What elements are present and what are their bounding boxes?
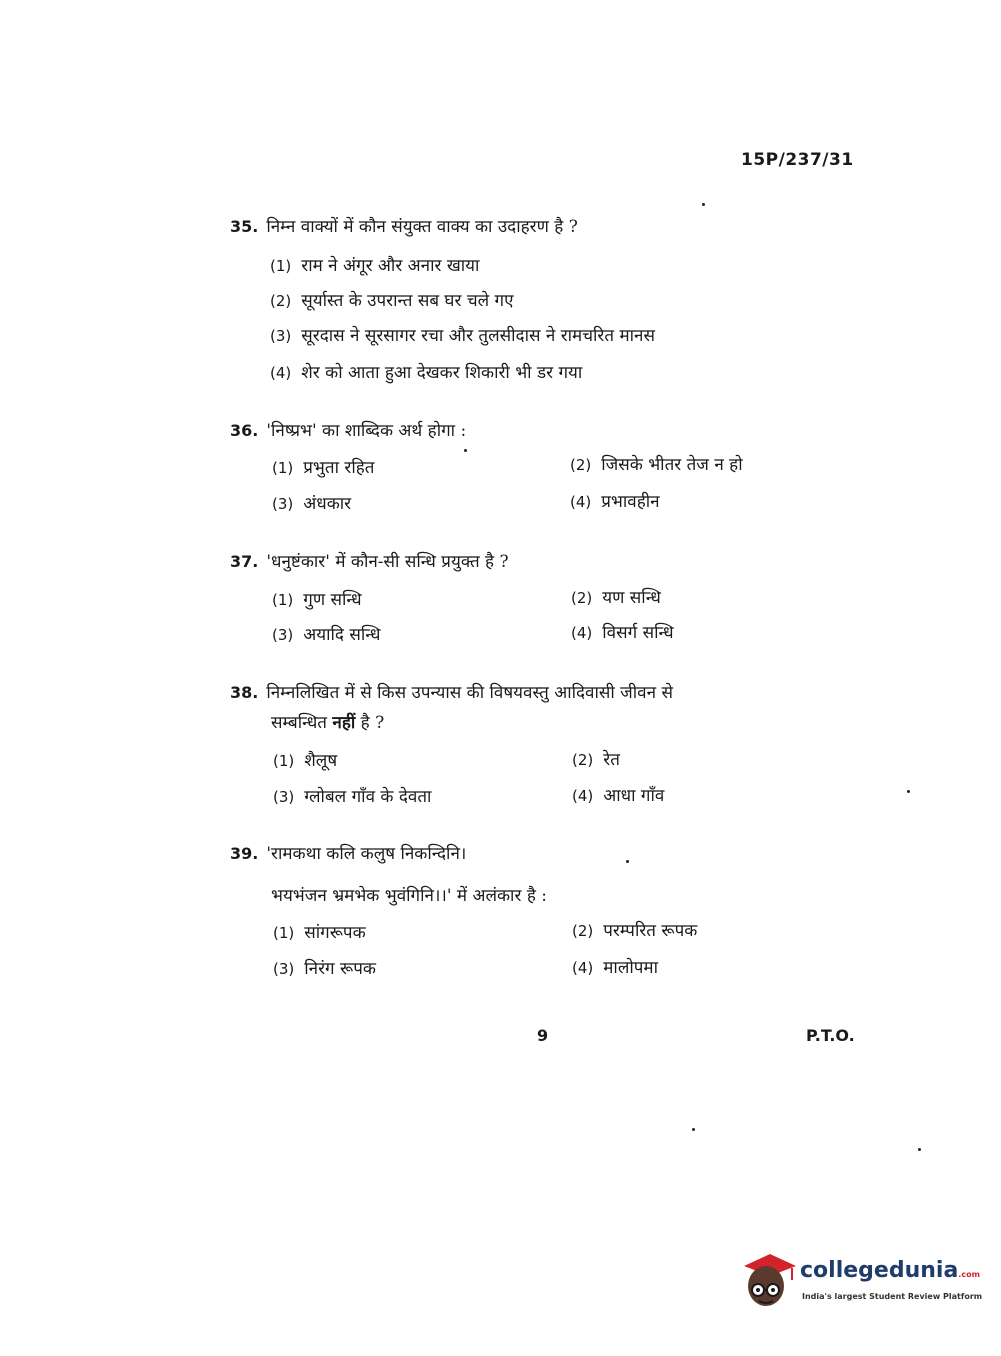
question-text: 'रामकथा कलि कलुष निकन्दिनि। <box>266 844 467 864</box>
scan-speck <box>692 1128 695 1131</box>
paper-code: 15P/237/31 <box>741 150 854 170</box>
option-37-3: (3) अयादि सन्धि <box>272 625 381 645</box>
question-37 <box>230 547 870 577</box>
logo-suffix: .com <box>958 1270 980 1279</box>
logo-wordmark: collegedunia <box>800 1258 959 1283</box>
option-39-1: (1) सांगरूपक <box>273 923 366 943</box>
scan-speck <box>464 449 467 452</box>
option-38-4: (4) आधा गाँव <box>572 786 665 806</box>
pto-label: P.T.O. <box>806 1026 855 1045</box>
option-39-2: (2) परम्परित रूपक <box>572 921 698 941</box>
collegedunia-logo <box>740 1252 983 1312</box>
question-text: निम्नलिखित में से किस उपन्यास की विषयवस्तु आदिवासी जीवन से <box>266 683 673 703</box>
question-text: निम्न वाक्यों में कौन संयुक्त वाक्य का उदाहरण है ? <box>266 217 578 237</box>
option-37-4: (4) विसर्ग सन्धि <box>571 623 674 643</box>
option-38-3: (3) ग्लोबल गाँव के देवता <box>273 787 432 807</box>
question-number: 36. <box>230 421 259 440</box>
question-text-continued: सम्बन्धित नहीं है ? <box>271 713 385 733</box>
option-37-1: (1) गुण सन्धि <box>272 590 362 610</box>
option-36-2: (2) जिसके भीतर तेज न हो <box>570 455 743 475</box>
student-mascot-icon <box>740 1252 798 1312</box>
question-38 <box>230 678 870 738</box>
question-39 <box>230 839 870 911</box>
question-text-continued: भयभंजन भ्रमभेक भुवंगिनि।।' में अलंकार है : <box>271 886 547 906</box>
option-38-2: (2) रेत <box>572 750 620 770</box>
option-37-2: (2) यण सन्धि <box>571 588 661 608</box>
option-36-1: (1) प्रभुता रहित <box>272 458 375 478</box>
option-36-4: (4) प्रभावहीन <box>570 492 660 512</box>
emphasis-not: नहीं <box>332 713 356 733</box>
scan-speck <box>907 790 910 793</box>
question-36 <box>230 416 870 446</box>
option-35-2: (2) सूर्यास्त के उपरान्त सब घर चले गए <box>270 291 514 311</box>
question-number: 38. <box>230 683 259 702</box>
option-38-1: (1) शैलूष <box>273 751 338 771</box>
scan-speck <box>918 1148 921 1151</box>
scan-speck <box>702 203 705 206</box>
option-35-1: (1) राम ने अंगूर और अनार खाया <box>270 256 480 276</box>
scan-speck <box>626 860 629 863</box>
option-35-3: (3) सूरदास ने सूरसागर रचा और तुलसीदास ने रामचरित मानस <box>270 326 655 346</box>
question-number: 37. <box>230 552 259 571</box>
question-number: 39. <box>230 844 259 863</box>
option-39-3: (3) निरंग रूपक <box>273 959 376 979</box>
option-35-4: (4) शेर को आता हुआ देखकर शिकारी भी डर गया <box>270 363 583 383</box>
logo-tagline: India's largest Student Review Platform <box>802 1292 983 1301</box>
option-36-3: (3) अंधकार <box>272 494 352 514</box>
page-number: 9 <box>537 1026 549 1045</box>
question-text: 'निष्प्रभ' का शाब्दिक अर्थ होगा : <box>266 421 467 441</box>
option-39-4: (4) मालोपमा <box>572 958 658 978</box>
question-text: 'धनुष्टंकार' में कौन-सी सन्धि प्रयुक्त है ? <box>266 552 509 572</box>
question-35 <box>230 212 870 242</box>
question-number: 35. <box>230 217 259 236</box>
